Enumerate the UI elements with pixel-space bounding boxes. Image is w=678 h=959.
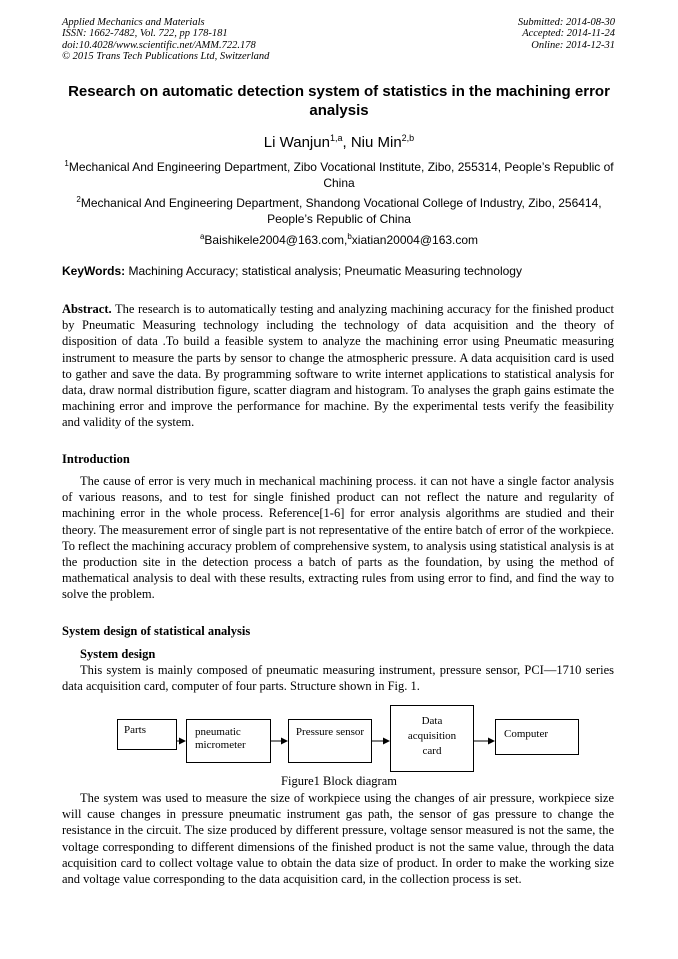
- author-name: Niu Min: [350, 134, 402, 151]
- box-label: Parts: [124, 724, 146, 736]
- affiliation-text: Mechanical And Engineering Department, Zibo Vocational Institute, Zibo, 255314, People’s Republic of China: [68, 160, 614, 190]
- accepted-date: Accepted: 2014-11-24: [522, 28, 615, 40]
- affiliation-superscript: 1: [64, 159, 69, 168]
- figure-caption: Figure1 Block diagram: [281, 774, 397, 788]
- box-label: Pressure sensor: [295, 726, 365, 738]
- keywords-label: KeyWords:: [62, 264, 126, 278]
- affiliation-superscript: 2: [76, 195, 81, 204]
- introduction-paragraph: The cause of error is very much in mechanical machining process. it can not have a single factor analysis of various reasons, and to test for single finished product can not reflect the nature and regularity of machining error in the whole process. Reference[1-6] for error analysis algorithms are studied and their theory. The measurement error of single part is not representative of the entire batch of error of the workpiece. To reflect the machining accuracy problem of comprehensive system, to analysis using statistical analysis is at the production site in the detection process a batch of parts as the foundation, by using the method of mathematical analysis to deal with these results, extracting rules from using error to find, and find the way to solve the problem.: [62, 474, 614, 602]
- diagram-box-computer: [495, 719, 579, 755]
- submitted-date: Submitted: 2014-08-30: [517, 17, 615, 28]
- section-heading: System design of statistical analysis: [62, 624, 251, 638]
- journal-name: Applied Mechanics and Materials: [62, 17, 205, 28]
- body-paragraph: The system was used to measure the size of workpiece using the changes of air pressure, workpiece size will cause changes in pressure pneumatic instrument gas path, the sensor of gas pressure to change the resistance in the circuit. The size produced by different pressure, voltage sensor measured is not the same, the voltage corresponding to different dimensions of the finished product is not the same value, through the data acquisition card to collect voltage value to obtain the data size of product. In order to make the working size and voltage value corresponding to the data acquisition card, in the collection process is set.: [62, 791, 614, 887]
- diagram-box-pressure-sensor: [288, 719, 372, 763]
- author-name: Li Wanjun: [263, 134, 330, 151]
- box-label: Data acquisition card: [407, 715, 457, 757]
- abstract-text: The research is to automatically testing and analyzing machining accuracy for the finished product by Pneumatic Measuring technology including the technology of data acquisition and the theory of disposition of data .To build a feasible system to analyze the machining error using Pneumatic measuring instrument to measure the parts by sensor to change the atmospheric pressure. A data acquisition card is used to gather and save the data. By programming software to write internet applications to statistical analysis for data, draw normal distribution figure, scatter diagram and histogram. To analyses the graph gains estimate the machining error and improve the performance for machine. By the experimental tests verify the feasibility and validity of the system.: [62, 302, 614, 430]
- doi-line: doi:10.4028/www.scientific.net/AMM.722.178: [62, 39, 256, 51]
- box-label: Computer: [504, 728, 548, 740]
- keywords-text: Machining Accuracy; statistical analysis; Pneumatic Measuring technology: [125, 264, 522, 278]
- online-date: Online: 2014-12-31: [531, 39, 615, 51]
- author-list: [62, 129, 616, 152]
- diagram-box-pneumatic-micrometer: [186, 719, 271, 763]
- diagram-box-data-acquisition-card: [390, 705, 474, 772]
- affiliation-2: [62, 192, 616, 227]
- paper-title: Research on automatic detection system of statistics in the machining error analysis: [68, 83, 610, 119]
- journal-info: [62, 17, 269, 63]
- email-superscript: b: [347, 232, 352, 241]
- author-separator: ,: [342, 134, 351, 151]
- box-label: pneumatic micrometer: [195, 726, 246, 751]
- issn-line: ISSN: 1662-7482, Vol. 722, pp 178-181: [62, 28, 228, 40]
- submission-dates: [518, 17, 615, 51]
- introduction-heading: Introduction: [62, 452, 130, 466]
- system-paragraph: This system is mainly composed of pneumatic measuring instrument, pressure sensor, PCI—1710 series data acquisition card, computer of four parts. Structure shown in Fig. 1.: [62, 663, 614, 694]
- author-superscript: 2,b: [401, 133, 415, 143]
- copyright-line: © 2015 Trans Tech Publications Ltd, Switzerland: [62, 51, 270, 63]
- affiliation-text: Mechanical And Engineering Department, Shandong Vocational College of Industry, Zibo, 256414, People’s Republic of China: [80, 196, 602, 226]
- author-emails: [62, 229, 616, 248]
- email-address[interactable]: Baishikele2004@163.com,: [204, 233, 348, 247]
- subsection-heading: System design: [80, 647, 156, 661]
- diagram-box-parts: [117, 719, 177, 750]
- affiliation-1: [62, 156, 616, 191]
- email-address[interactable]: xiatian20004@163.com: [351, 233, 479, 247]
- author-superscript: 1,a: [329, 133, 343, 143]
- keywords: [62, 264, 616, 279]
- abstract-label: Abstract.: [62, 302, 112, 316]
- block-diagram: [0, 705, 678, 775]
- email-superscript: a: [199, 232, 205, 241]
- abstract: [62, 301, 614, 431]
